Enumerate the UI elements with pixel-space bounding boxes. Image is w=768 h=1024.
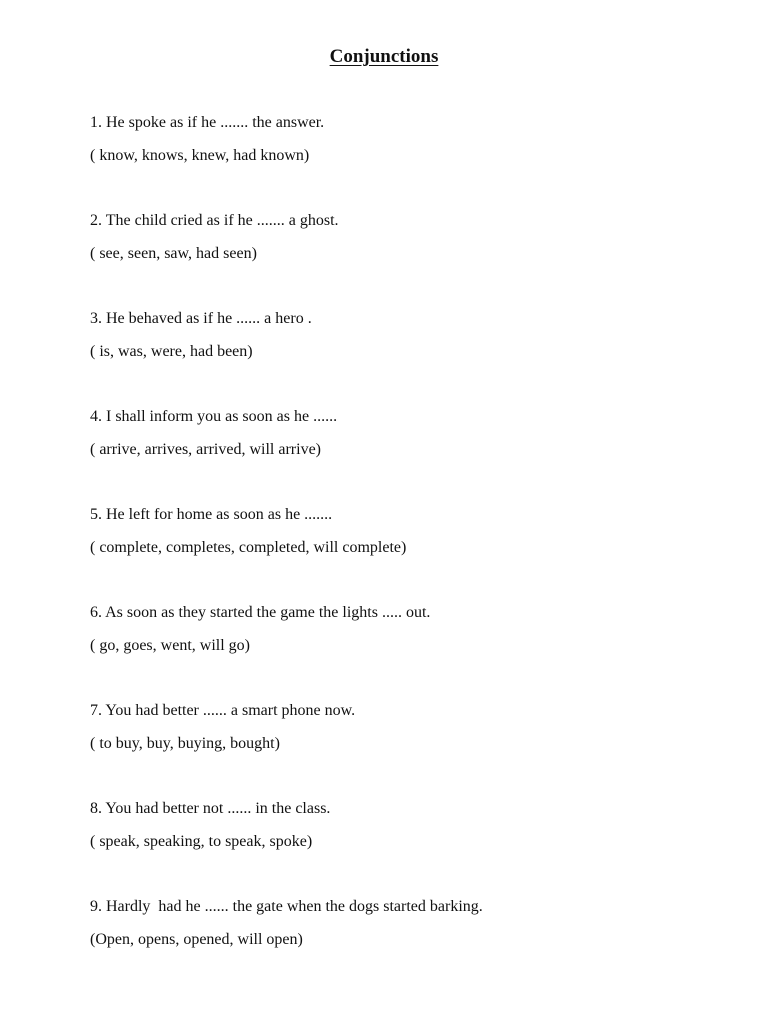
question-item — [90, 897, 740, 995]
question-text: 9. Hardly had he ...... the gate when the dogs started barking. — [90, 898, 483, 915]
question-text: 3. He behaved as if he ...... a hero . — [90, 310, 312, 327]
question-item — [90, 505, 740, 603]
question-text: 2. The child cried as if he ....... a ghost. — [90, 212, 339, 229]
answer-options: ( go, goes, went, will go) — [90, 637, 250, 654]
answer-options: ( arrive, arrives, arrived, will arrive) — [90, 441, 321, 458]
answer-options: (Open, opens, opened, will open) — [90, 931, 303, 948]
question-text: 5. He left for home as soon as he ....... — [90, 506, 333, 523]
answer-options: ( complete, completes, completed, will complete) — [90, 539, 407, 556]
question-item — [90, 701, 740, 799]
answer-options: ( see, seen, saw, had seen) — [90, 245, 257, 262]
question-item — [90, 113, 740, 211]
page-title: Conjunctions — [329, 46, 439, 67]
question-list — [90, 113, 740, 995]
question-text: 6. As soon as they started the game the lights ..... out. — [90, 604, 431, 621]
question-item — [90, 407, 740, 505]
answer-options: ( speak, speaking, to speak, spoke) — [90, 833, 313, 850]
answer-options: ( know, knows, knew, had known) — [90, 147, 310, 164]
question-text: 7. You had better ...... a smart phone now. — [90, 702, 356, 719]
question-item — [90, 799, 740, 897]
question-text: 8. You had better not ...... in the class. — [90, 800, 331, 817]
question-item — [90, 603, 740, 701]
answer-options: ( to buy, buy, buying, bought) — [90, 735, 280, 752]
question-text: 1. He spoke as if he ....... the answer. — [90, 114, 325, 131]
question-item — [90, 309, 740, 407]
question-text: 4. I shall inform you as soon as he ...... — [90, 408, 338, 425]
question-item — [90, 211, 740, 309]
answer-options: ( is, was, were, had been) — [90, 343, 253, 360]
